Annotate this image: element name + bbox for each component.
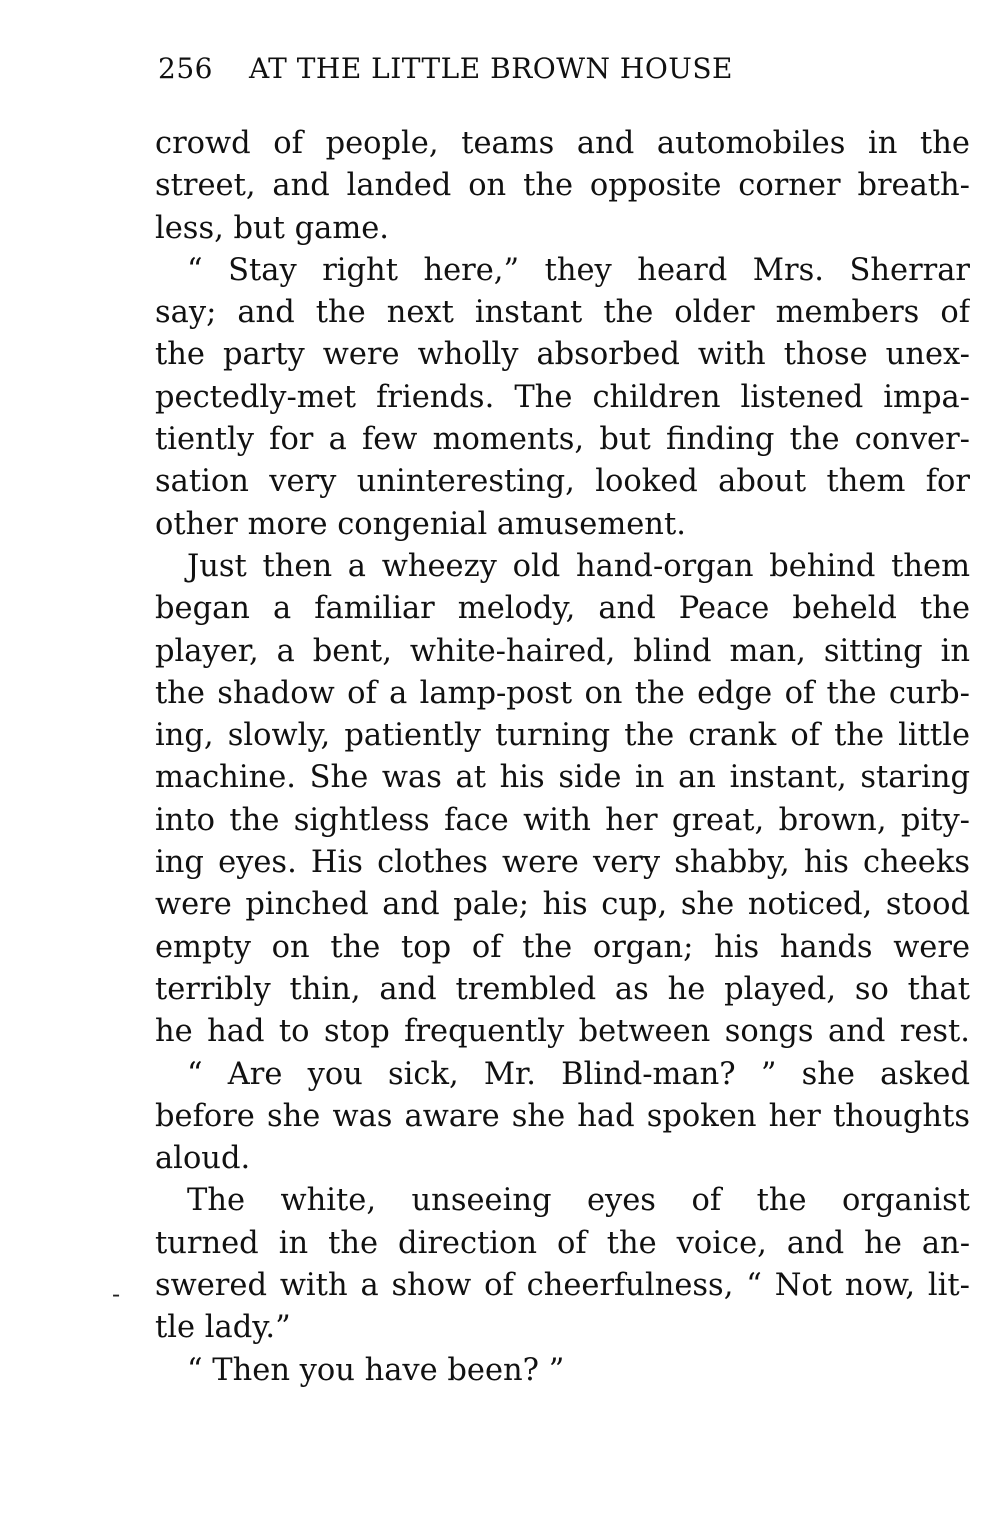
text-line: other more congenial amusement. (155, 506, 686, 542)
text-line: less, but game. (155, 210, 389, 246)
text-line: into the sightless face with her great, brown, pity- (155, 802, 970, 838)
text-line: ing eyes. His clothes were very shabby, his cheeks (155, 845, 970, 881)
text-line: began a familiar melody, and Peace beheld the (155, 591, 970, 627)
text-line: tle lady.” (155, 1310, 291, 1346)
running-header (158, 52, 858, 85)
text-line: street, and landed on the opposite corner breath- (155, 168, 970, 204)
text-line: he had to stop frequently between songs and rest. (155, 1014, 970, 1050)
text-line: machine. She was at his side in an instant, staring (155, 760, 970, 796)
text-line: Just then a wheezy old hand-organ behind them (187, 548, 970, 584)
running-title: AT THE LITTLE BROWN HOUSE (248, 52, 733, 85)
text-line: aloud. (155, 1141, 251, 1177)
text-line: pectedly-met friends. The children listened impa- (155, 379, 970, 415)
text-line: “ Are you sick, Mr. Blind-man? ” she asked (187, 1056, 970, 1092)
text-line: “ Then you have been? ” (187, 1352, 565, 1388)
text-line: The white, unseeing eyes of the organist (187, 1183, 970, 1219)
text-line: “ Stay right here,” they heard Mrs. Sherrar (187, 252, 970, 288)
text-line: say; and the next instant the older members of (155, 295, 970, 331)
text-line: sation very uninteresting, looked about them for (155, 464, 970, 500)
text-line: terribly thin, and trembled as he played, so that (155, 971, 970, 1007)
text-line: crowd of people, teams and automobiles in the (155, 126, 970, 161)
text-line: before she was aware she had spoken her thoughts (155, 1098, 970, 1134)
text-line: the party were wholly absorbed with those unex- (155, 337, 970, 373)
text-line: tiently for a few moments, but finding the conver- (155, 422, 970, 458)
text-line: ing, slowly, patiently turning the crank of the little (155, 718, 970, 754)
text-line: swered with a show of cheerfulness, “ Not now, lit- (155, 1268, 970, 1304)
text-line: turned in the direction of the voice, and he an- (155, 1225, 970, 1261)
body-text (155, 123, 970, 1392)
text-line: player, a bent, white-haired, blind man, sitting in (155, 633, 970, 669)
page-number: 256 (158, 52, 213, 85)
text-line: the shadow of a lamp-post on the edge of the curb- (155, 675, 970, 711)
text-line: were pinched and pale; his cup, she noticed, stood (155, 887, 970, 923)
margin-mark: - (112, 1280, 121, 1308)
text-line: empty on the top of the organ; his hands were (155, 929, 970, 965)
